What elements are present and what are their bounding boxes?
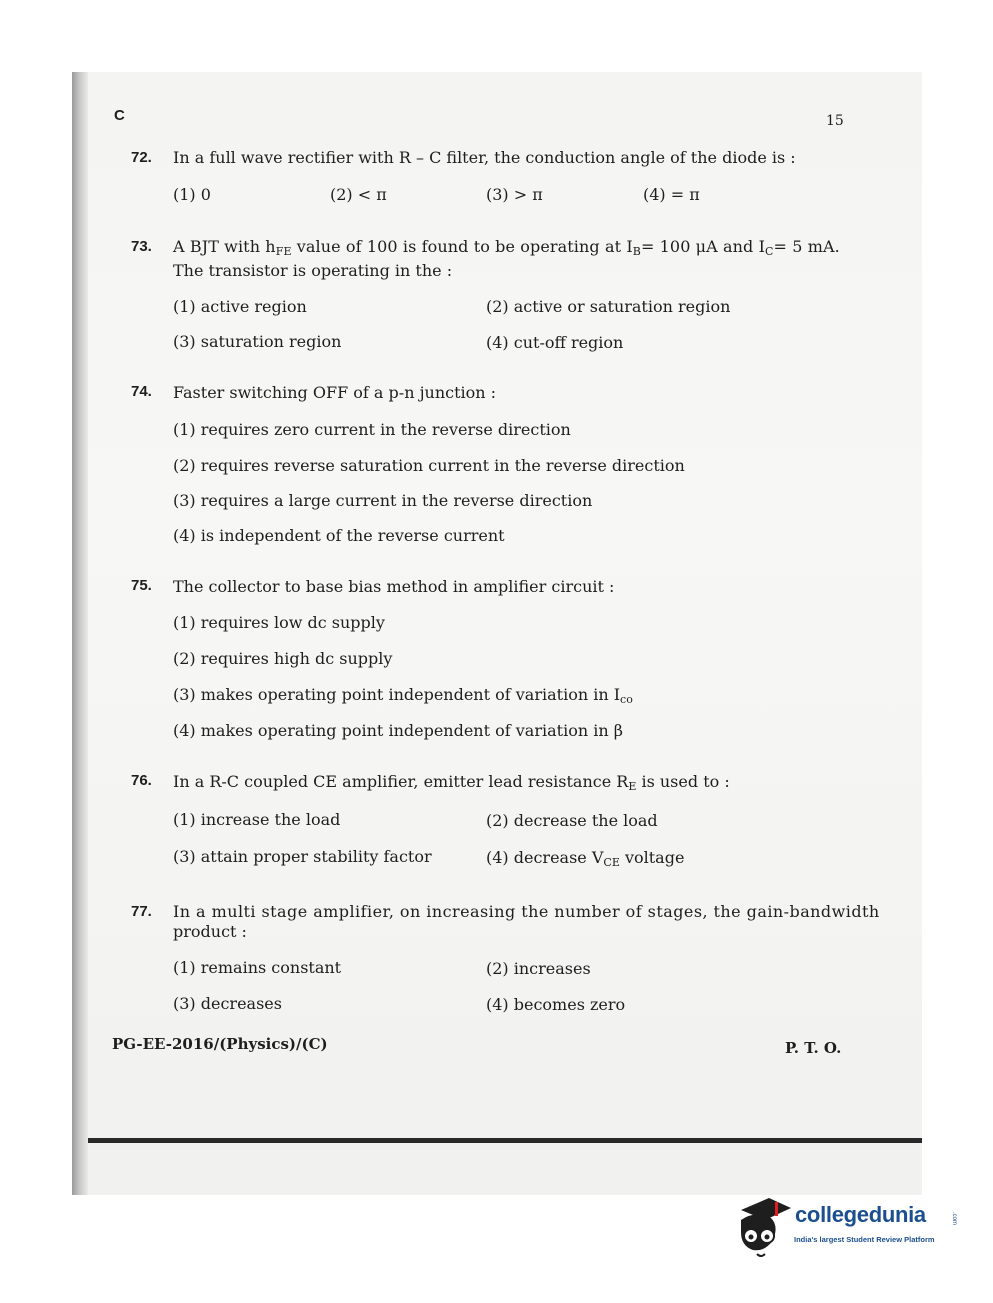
option: (3) saturation region xyxy=(173,332,342,351)
option: (2) requires reverse saturation current in the reverse direction xyxy=(173,456,685,475)
option: (3) makes operating point independent of variation in $I_{co}$ xyxy=(173,685,633,706)
logo-tagline: India's largest Student Review Platform xyxy=(794,1235,935,1244)
option: (1) remains constant xyxy=(173,958,342,977)
question-stem: The collector to base bias method in amplifier circuit : xyxy=(173,577,615,596)
option: (2) active or saturation region xyxy=(486,297,731,316)
logo-wordmark: collegedunia xyxy=(795,1202,926,1227)
option: (4) is independent of the reverse current xyxy=(173,526,505,545)
question-number: 73. xyxy=(131,238,152,255)
option: (4) = π xyxy=(643,185,700,204)
option: (4) cut-off region xyxy=(486,333,624,352)
question-number: 75. xyxy=(131,577,152,594)
option: (3) attain proper stability factor xyxy=(173,847,432,866)
option: (3) > π xyxy=(486,185,543,204)
question-number: 74. xyxy=(131,383,152,400)
mascot-icon xyxy=(735,1196,795,1260)
option: (1) increase the load xyxy=(173,810,341,829)
question-stem-line2: The transistor is operating in the : xyxy=(173,261,453,280)
please-turn-over: P. T. O. xyxy=(785,1039,842,1057)
option: (3) requires a large current in the reverse direction xyxy=(173,491,593,510)
option: (1) 0 xyxy=(173,185,211,204)
option: (2) requires high dc supply xyxy=(173,649,393,668)
option: (4) decrease $V_{CE}$ voltage xyxy=(486,848,685,869)
option: (2) < π xyxy=(330,185,387,204)
question-number: 77. xyxy=(131,903,152,920)
question-number: 76. xyxy=(131,772,152,789)
scan-shadow-edge xyxy=(72,72,88,1195)
question-stem-line2: product : xyxy=(173,922,247,941)
option: (1) requires zero current in the reverse direction xyxy=(173,420,571,439)
option: (4) becomes zero xyxy=(486,995,626,1014)
page-number: 15 xyxy=(826,113,844,129)
question-number: 72. xyxy=(131,149,152,166)
option: (2) increases xyxy=(486,959,591,978)
booklet-series-letter: C xyxy=(114,107,125,124)
question-stem: In a full wave rectifier with R – C filter, the conduction angle of the diode is : xyxy=(173,148,796,167)
option: (3) decreases xyxy=(173,994,282,1013)
page-bottom-rule xyxy=(88,1138,922,1143)
question-stem: Faster switching OFF of a p-n junction : xyxy=(173,383,497,402)
question-stem: In a R-C coupled CE amplifier, emitter lead resistance $R_E$ is used to : xyxy=(173,772,730,793)
question-stem: A BJT with $h_{FE}$ value of 100 is found to be operating at $I_B= 100$ μA and $I_C= 5$ mA. xyxy=(173,237,840,258)
paper-code: PG-EE-2016/(Physics)/(C) xyxy=(112,1035,328,1053)
collegedunia-logo[interactable] xyxy=(735,1196,965,1260)
logo-tld: .com xyxy=(951,1212,957,1226)
option: (4) makes operating point independent of variation in β xyxy=(173,721,623,740)
question-stem: In a multi stage amplifier, on increasing the number of stages, the gain-bandwidth xyxy=(173,902,880,921)
option: (1) active region xyxy=(173,297,307,316)
option: (2) decrease the load xyxy=(486,811,658,830)
option: (1) requires low dc supply xyxy=(173,613,385,632)
